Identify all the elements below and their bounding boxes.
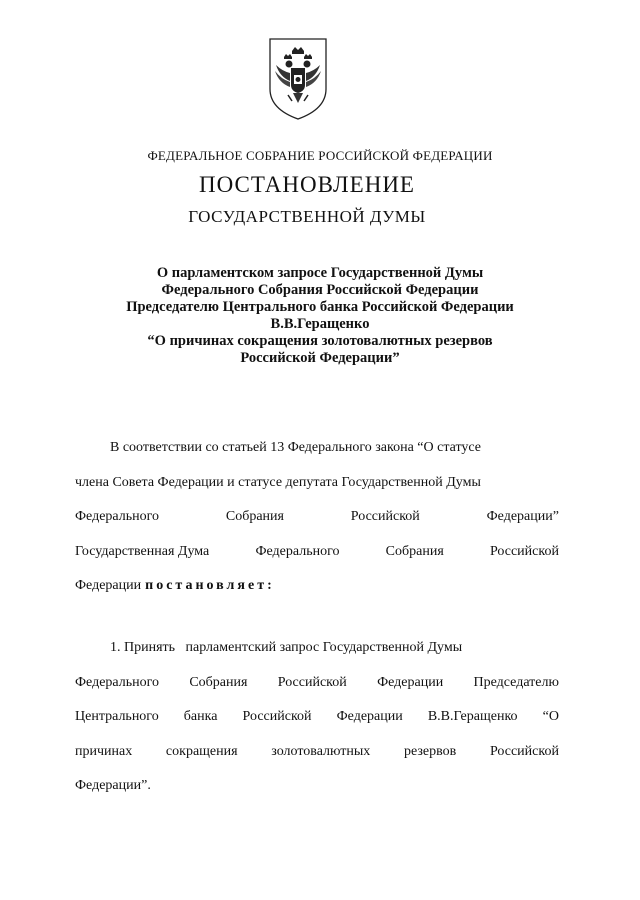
subject-line: Председателю Центрального банка Российской Федерации	[126, 299, 514, 315]
word: Федерального	[255, 543, 340, 559]
subject-line: Федерального Собрания Российской Федерации	[161, 282, 479, 298]
word: Федерального	[75, 674, 160, 690]
double-headed-eagle-icon	[266, 37, 330, 121]
word: золотовалютных	[271, 743, 371, 759]
word: Государственная Дума	[75, 543, 210, 559]
paragraph-line	[75, 673, 559, 708]
word: Федерального	[75, 509, 160, 524]
word: сокращения	[165, 743, 238, 759]
word: Центрального	[75, 709, 159, 724]
paragraph-line	[75, 638, 559, 673]
item-1-paragraph	[75, 638, 559, 811]
line-text: Федерации”.	[75, 778, 151, 793]
paragraph-line	[75, 707, 559, 742]
paragraph-line	[75, 776, 559, 811]
paragraph-line	[75, 438, 559, 473]
word: Российской	[242, 709, 312, 724]
preamble-paragraph	[75, 438, 559, 611]
line-text: 1. Принять парламентский запрос Государственной Думы	[110, 640, 463, 655]
subject-line: В.В.Геращенко	[270, 316, 370, 332]
resolution-verb: постановляет:	[145, 578, 275, 593]
paragraph-line	[75, 507, 559, 542]
word: Собрания	[385, 543, 444, 559]
parliament-name: ФЕДЕРАЛЬНОЕ СОБРАНИЕ РОССИЙСКОЙ ФЕДЕРАЦИИ	[147, 148, 493, 163]
word: Собрания	[225, 509, 284, 524]
line-text: Федерации	[75, 578, 142, 593]
subject-line: О парламентском запросе Государственной Думы	[156, 265, 484, 281]
word: Федерации	[336, 709, 403, 724]
document-type-title: ПОСТАНОВЛЕНИЕ	[199, 172, 415, 197]
word: резервов	[404, 743, 457, 759]
paragraph-line	[75, 473, 559, 508]
word: Российской	[277, 674, 347, 690]
subject-line: “О причинах сокращения золотовалютных резервов	[147, 333, 493, 349]
word: В.В.Геращенко	[427, 709, 518, 724]
word: Федерации	[377, 674, 444, 690]
word: Федерации”	[486, 509, 559, 524]
paragraph-line	[75, 576, 559, 611]
line-text: В соответствии со статьей 13 Федерального закона “О статусе	[110, 440, 481, 455]
word: “О	[542, 709, 559, 724]
word: причинах	[75, 743, 133, 759]
word: Российской	[489, 743, 559, 759]
paragraph-line	[75, 742, 559, 777]
line-text: члена Совета Федерации и статусе депутата Государственной Думы	[75, 474, 481, 490]
word: Российской	[489, 543, 559, 559]
word: Собрания	[189, 674, 248, 690]
word: Российской	[350, 509, 420, 524]
word: Председателю	[473, 674, 559, 690]
word: банка	[183, 709, 218, 724]
resolution-subject	[0, 265, 640, 367]
paragraph-line	[75, 542, 559, 577]
subject-line: Российской Федерации”	[240, 350, 400, 366]
document-issuer: ГОСУДАРСТВЕННОЙ ДУМЫ	[188, 207, 426, 226]
